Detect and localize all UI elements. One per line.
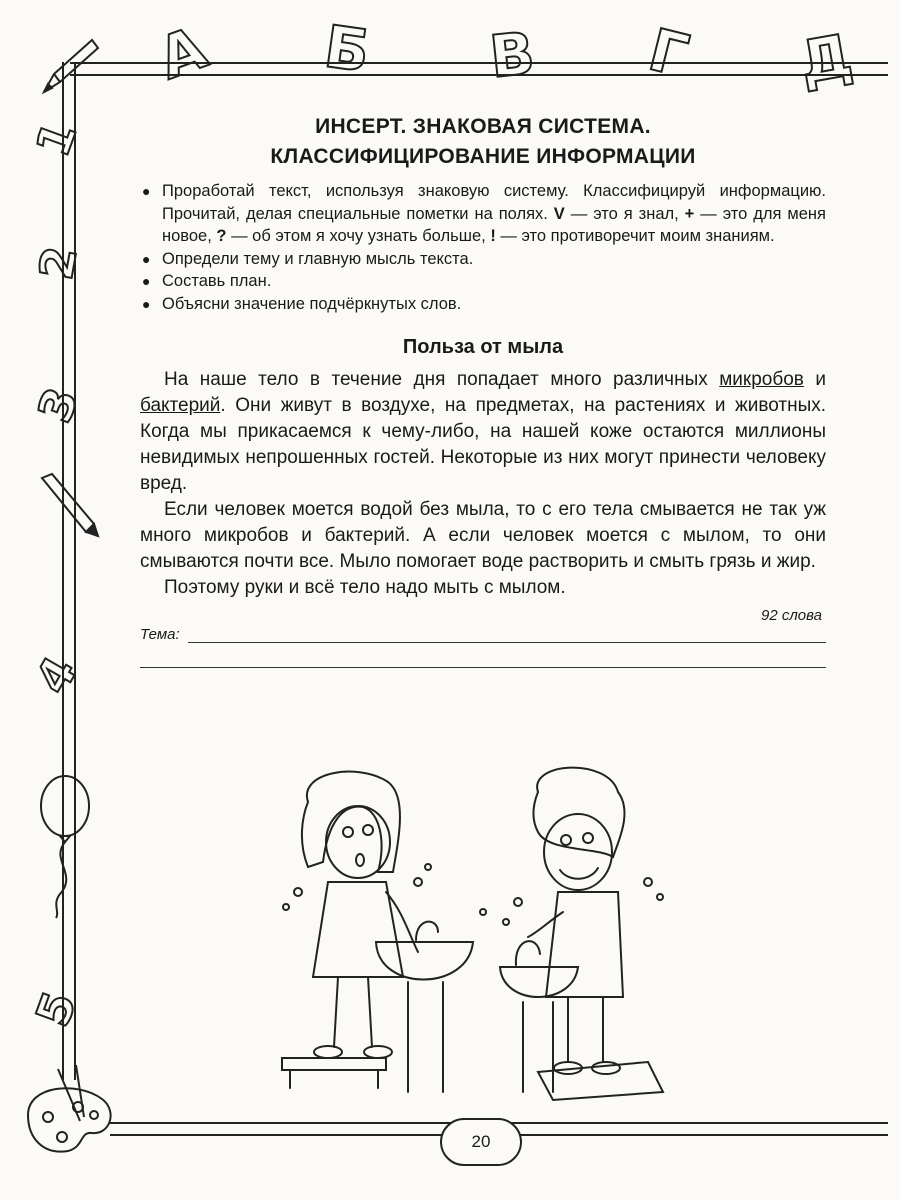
word-count: 92 слова: [761, 607, 822, 624]
task-item-4: [140, 293, 826, 316]
pencil-corner-icon: [36, 30, 106, 100]
title-line-1: ИНСЕРТ. ЗНАКОВАЯ СИСТЕМА.: [315, 115, 651, 138]
answer-line-2[interactable]: [140, 643, 826, 668]
page-number: 20: [440, 1118, 522, 1166]
task-item-1: [140, 180, 826, 248]
frame-letter-b: Б: [320, 12, 374, 86]
text-title: Польза от мыла: [402, 336, 564, 358]
task-list: [140, 180, 826, 315]
underlined-word-bacteria: бактерий: [140, 395, 221, 416]
task-2-text: Определи тему и главную мысль текста.: [162, 249, 474, 268]
frame-letter-a: А: [149, 13, 216, 93]
task-1-text: Проработай текст, используя знаковую систему. Классифицируй информацию. Прочитай, делая специальные пометки на полях.: [162, 182, 826, 223]
topic-row: [140, 626, 826, 643]
paragraph-1-end: . Они живут в воздухе, на предметах, на растениях и животных. Когда мы прикасаемся к чему-либо, на нашей коже остаются миллионы невидимых непрошенных гостей. Некоторые из них могут принести человеку вред.: [140, 395, 826, 494]
bullet-icon: ●: [142, 295, 151, 312]
frame-letter-v: В: [486, 18, 538, 92]
underlined-word-microbes: микробов: [719, 369, 804, 390]
pencil-side-icon: [36, 470, 102, 540]
topic-label: Тема:: [140, 626, 180, 643]
reading-text: [140, 367, 826, 601]
children-washing-illustration: [268, 762, 718, 1102]
task-1-text-v: — это я знал,: [570, 204, 679, 223]
frame-number-2: 2: [28, 242, 88, 284]
paint-palette-icon: [18, 1055, 128, 1165]
frame-left-border: [62, 62, 76, 1080]
mark-plus: +: [684, 204, 695, 223]
mark-question: ?: [216, 227, 227, 245]
task-1-text-plus: — это для меня новое,: [162, 204, 826, 245]
paragraph-1-start: На наше тело в течение дня попадает много различных: [164, 369, 708, 390]
frame-number-1: 1: [25, 114, 87, 164]
bullet-icon: ●: [142, 273, 151, 289]
page-title: [140, 112, 826, 172]
task-item-3: [140, 270, 826, 293]
bullet-icon: ●: [142, 183, 151, 199]
task-1-text-question: — об этом я хочу узнать больше,: [231, 227, 486, 245]
paragraph-1: [140, 367, 826, 497]
paragraph-3: Поэтому руки и всё тело надо мыть с мылом.: [164, 577, 566, 598]
task-3-text: Составь план.: [162, 272, 272, 290]
paragraph-1-and: и: [815, 369, 827, 390]
frame-number-4: 4: [24, 647, 88, 703]
frame-number-5: 5: [25, 984, 87, 1034]
topic-answer-line[interactable]: [188, 628, 826, 643]
task-4-text: Объясни значение подчёркнутых слов.: [162, 294, 462, 313]
paragraph-2: Если человек моется водой без мыла, то с его тела смывается не так уж много микробов и бактерий. А если человек моется с мылом, то они смываются почти все. Мыло помогает воде растворить и смыть грязь и жир.: [140, 499, 826, 572]
worksheet-content: [140, 112, 826, 668]
balloon-icon: [30, 770, 100, 920]
frame-number-3: 3: [27, 380, 89, 430]
task-1-text-exclamation: — это противоречит моим знаниям.: [500, 227, 775, 245]
frame-letter-d: Д: [794, 21, 858, 97]
mark-v: V: [553, 204, 565, 223]
frame-letter-g: Г: [642, 15, 695, 91]
mark-exclamation: !: [490, 227, 496, 245]
task-item-2: [140, 248, 826, 271]
title-line-2: КЛАССИФИЦИРОВАНИЕ ИНФОРМАЦИИ: [270, 145, 696, 168]
bullet-icon: ●: [142, 250, 151, 267]
